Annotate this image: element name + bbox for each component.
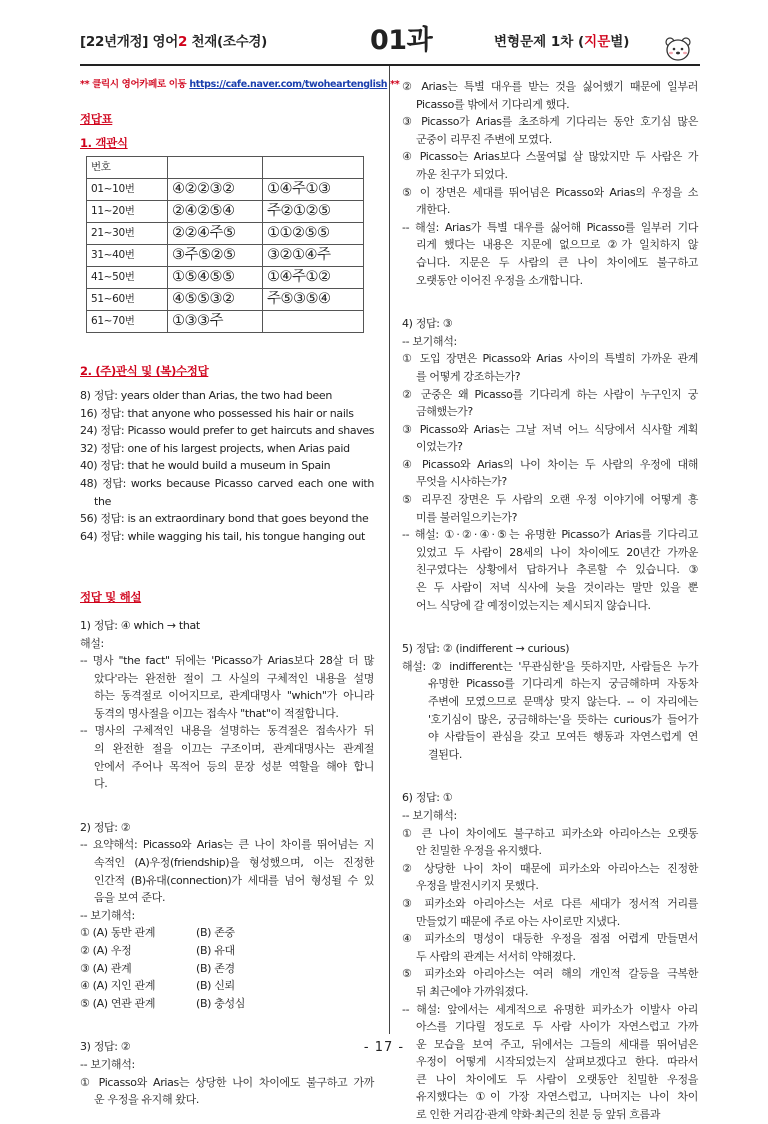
table-row <box>87 311 364 333</box>
row-range: 21~30번 <box>87 223 168 245</box>
row-range: 41~50번 <box>87 267 168 289</box>
row-answers-b: 주⑤③⑤④ <box>263 289 364 311</box>
text-line: 운 우정을 유지해 왔다. <box>94 1093 200 1107</box>
q1-explanation <box>80 617 374 793</box>
text-line: 친구였다는 상황에서 답하거나 추론할 수 있습니다. ③ <box>416 563 698 577</box>
page-header <box>80 16 696 56</box>
text-line: 6) 정답: ① <box>402 791 453 805</box>
text-line: 1) 정답: ④ which → that <box>80 618 200 632</box>
text-line: -- 보기해석: <box>402 334 457 348</box>
subjective-answer: 24) 정답: Picasso would prefer to get haircuts and shaves <box>80 424 375 438</box>
q5-explanation <box>402 640 698 763</box>
text-line: 결된다. <box>428 747 462 761</box>
table-row <box>87 267 364 289</box>
text-line: -- 명사 "the fact" 뒤에는 'Picasso가 Arias보다 28살 더 많 <box>80 654 374 668</box>
text-line: 야 사람들이 관심을 갖고 모여든 행동과 자연스럽게 연 <box>428 730 698 744</box>
row-answers-a: ②②④주⑤ <box>168 223 263 245</box>
row-range: 31~40번 <box>87 245 168 267</box>
text-line: ③ 피카소와 아리아스는 서로 다른 세대가 정서적 거리를 <box>402 896 698 910</box>
right-column <box>402 78 698 1124</box>
answer-table-heading: 정답표 <box>80 112 113 127</box>
row-answers-a: ④②②③② <box>168 179 263 201</box>
option-b: (B) 존경 <box>196 961 235 975</box>
text-line: 안 친밀한 우정을 유지했다. <box>416 844 542 858</box>
text-line: 두 사람의 관계는 서서히 약해졌다. <box>416 949 576 963</box>
text-line: ② 군중은 왜 Picasso를 기다리게 하는 사람이 누구인지 궁 <box>402 387 698 401</box>
text-line: 큰 나이 차이에도 두 사람이 오랫동안 친밀한 우정을 <box>416 1072 698 1086</box>
text-line: ② Arias는 특별 대우를 받는 것을 싫어했기 때문에 일부러 <box>402 80 698 93</box>
row-answers-b: ①④주①③ <box>263 179 364 201</box>
page-number: - 17 - <box>363 1040 405 1055</box>
text-line: 았다'라는 완전한 절이 그 사실의 구체적인 내용을 설명 <box>94 671 374 685</box>
text-line: -- 해설: Arias가 특별 대우를 싫어해 Picasso를 일부러 기다 <box>402 220 698 234</box>
text-line: 미를 불러일으키는가? <box>416 510 518 524</box>
q4-explanation <box>402 315 698 614</box>
option-a: ① (A) 동반 관계 <box>80 926 156 940</box>
subjective-heading: 2. (주)관식 및 (복)수정답 <box>80 364 209 379</box>
text-line: -- 해설: ①·②·④·⑤는 유명한 Picasso가 Arias를 기다리고 <box>402 528 698 542</box>
row-answers-b: ①①②⑤⑤ <box>263 223 364 245</box>
text-line: 리게 했다는 내용은 지문에 없으므로 ②가 일치하지 않 <box>416 238 698 252</box>
subjective-answers <box>80 387 374 545</box>
row-answers-b: ③②①④주 <box>263 245 364 267</box>
text-line: 유명한 Picasso를 기다리게 하는지 궁금해하며 자동차 <box>428 677 698 691</box>
text-line: 해설: <box>80 636 104 650</box>
text-line: -- 보기해석: <box>80 908 135 922</box>
explanation-heading: 정답 및 해설 <box>80 590 142 605</box>
text-line: -- 해설: 앞에서는 세계적으로 유명한 피카소가 이발사 아리 <box>402 1002 698 1016</box>
q2-options <box>80 924 374 1012</box>
subjective-answer: 32) 정답: one of his largest projects, when Arias paid <box>80 441 350 455</box>
row-answers-a: ①⑤④⑤⑤ <box>168 267 263 289</box>
option-row <box>80 995 374 1013</box>
text-line: 뒤 최근에야 가까워졌다. <box>416 984 529 998</box>
text-line: 금해했는가? <box>416 405 473 419</box>
option-a: ② (A) 우정 <box>80 944 132 957</box>
text-line: ④ Picasso는 Arias보다 스물여덟 살 많았지만 두 사람은 가 <box>402 150 698 164</box>
worksheet-type: 변형문제 1차 (지문별) <box>494 34 630 50</box>
row-range: 51~60번 <box>87 289 168 311</box>
text-line: 우정이 어떻게 시작되었는지 살펴보겠다고 한다. 따라서 <box>416 1055 698 1069</box>
option-row <box>80 977 374 995</box>
table-row <box>87 201 364 223</box>
q2-explanation <box>80 819 374 925</box>
table-header-row <box>87 157 364 179</box>
table-row <box>87 179 364 201</box>
option-a: ④ (A) 지인 관계 <box>80 979 156 993</box>
left-column <box>80 76 400 1109</box>
option-b: (B) 신뢰 <box>196 979 235 993</box>
text-line: 4) 정답: ③ <box>402 317 453 331</box>
text-line: -- 요약해석: Picasso와 Arias는 큰 나이 차이를 뛰어넘는 지 <box>80 838 374 852</box>
text-line: 이었는가? <box>416 440 463 454</box>
text-line: 2) 정답: ② <box>80 820 131 834</box>
objective-heading: 1. 객관식 <box>80 135 128 150</box>
subjective-answer: 16) 정답: that anyone who possessed his hair or nails <box>80 406 354 420</box>
text-line: ③ Picasso와 Arias는 그날 저녁 어느 식당에서 식사할 계획 <box>402 422 698 436</box>
text-line: 인간적 (B)유대(connection)가 세대를 넘어 형성될 수 있 <box>94 873 374 887</box>
cafe-link[interactable]: https://cafe.naver.com/twoheartenglish <box>189 79 388 90</box>
text-line: 운 모습을 보여 주고, 뒤에서는 그들의 세대를 뛰어넘은 <box>416 1037 698 1051</box>
text-line: 은 두 사람이 저녁 식사에 늦을 것이라는 말만 있을 뿐 <box>416 581 698 595</box>
text-line: 다. <box>94 777 108 791</box>
text-line: ④ 피카소의 명성이 대등한 우정을 점점 어렵게 만들면서 <box>402 932 698 946</box>
table-header-cell: 번호 <box>87 157 168 179</box>
option-b: (B) 충성심 <box>196 996 246 1010</box>
text-line: 3) 정답: ② <box>80 1040 131 1054</box>
text-line: 아스를 기다릴 정도로 두 사람 사이가 자연스럽고 가까 <box>416 1020 698 1034</box>
text-line: 의 완전한 절을 이끄는 구조이며, 관계대명사는 관계절 <box>94 742 374 756</box>
text-line: ④ Picasso와 Arias의 나이 차이는 두 사람의 우정에 대해 <box>402 457 698 471</box>
text-line: 만들었기 때문에 주로 아는 사이로만 지냈다. <box>416 914 620 928</box>
text-line: 습니다. 지문은 두 사람의 큰 나이 차이에도 불구하고 <box>416 255 698 269</box>
option-row <box>80 960 374 978</box>
header-divider <box>80 64 700 66</box>
text-line: Picasso를 밖에서 기다리게 했다. <box>416 97 570 111</box>
text-line: '호기심이 많은, 궁금해하는'을 뜻하는 curious가 들어가 <box>428 712 698 726</box>
text-line: ① 도입 장면은 Picasso와 Arias 사이의 특별히 가까운 관계 <box>402 352 698 366</box>
row-answers-a: ④⑤⑤③② <box>168 289 263 311</box>
option-b: (B) 존중 <box>196 926 235 940</box>
text-line: ① 큰 나이 차이에도 불구하고 피카소와 아리아스는 오랫동 <box>402 826 698 840</box>
text-line: 군중이 리무진 주변에 모였다. <box>416 132 552 146</box>
table-row <box>87 223 364 245</box>
row-range: 11~20번 <box>87 201 168 223</box>
option-b: (B) 유대 <box>196 944 235 957</box>
text-line: 유지했다는 ①이 가장 자연스럽고, 나머지는 나이 차이 <box>416 1090 698 1104</box>
text-line: 안에서 주어나 목적어 등의 문장 성분 역할을 해야 합니 <box>94 759 374 773</box>
option-row <box>80 924 374 942</box>
q6-explanation <box>402 789 698 1123</box>
text-line: 음을 보여 준다. <box>94 891 166 905</box>
text-line: 로 인한 거리감·관계 약화·최근의 친분 등 앞뒤 흐름과 <box>416 1108 661 1122</box>
subjective-answer: 64) 정답: while wagging his tail, his tongue hanging out <box>80 529 365 543</box>
text-line: -- 보기해석: <box>402 808 457 822</box>
subjective-answer: 48) 정답: works because Picasso carved each one with <box>80 476 374 490</box>
column-divider <box>389 66 390 1034</box>
cafe-link-line[interactable]: ** 클릭시 영어카페로 이동 https://cafe.naver.com/twoheartenglish ** <box>80 79 400 90</box>
text-line: 있었고 두 사람이 28세의 나이 차이에도 20년간 가까운 <box>416 545 698 559</box>
subjective-answer: 8) 정답: years older than Arias, the two had been <box>80 388 332 402</box>
text-line: 하는 동격절로 이어지므로, 관계대명사 "which"가 아니라 <box>94 689 374 703</box>
text-line: 오랫동안 이어진 우정을 소개합니다. <box>416 273 583 287</box>
answer-table <box>86 156 364 333</box>
row-answers-a: ③주⑤②⑤ <box>168 245 263 267</box>
q3-explanation-continued <box>402 78 698 289</box>
text-line: 까운 친구가 되었다. <box>416 167 508 181</box>
text-line: 어느 식당에 갈 예정이었는지는 제시되지 않습니다. <box>416 598 651 612</box>
text-line: ⑤ 피카소와 아리아스는 여러 해의 개인적 갈등을 극복한 <box>402 967 698 981</box>
text-line: 해설: ② indifferent는 '무관심한'을 뜻하지만, 사람들은 누가 <box>402 659 698 673</box>
text-line: 5) 정답: ② (indifferent → curious) <box>402 642 570 656</box>
text-line: ⑤ 이 장면은 세대를 뛰어넘은 Picasso와 Arias의 우정을 소 <box>402 185 698 199</box>
subjective-answer: the <box>94 494 112 508</box>
text-line: 우정을 발전시키지 못했다. <box>416 879 539 893</box>
row-answers-b: ①④주①② <box>263 267 364 289</box>
row-answers-b: 주②①②⑤ <box>263 201 364 223</box>
text-line: ③ Picasso가 Arias를 초조하게 기다리는 동안 호기심 많은 <box>402 115 698 129</box>
text-line: 주변에 모였으므로 문맥상 맞지 않는다. -- 이 자리에는 <box>428 695 698 708</box>
text-line: -- 보기해석: <box>80 1057 135 1071</box>
subjective-answer: 40) 정답: that he would build a museum in Spain <box>80 459 331 473</box>
option-a: ③ (A) 관계 <box>80 961 132 975</box>
table-row <box>87 289 364 311</box>
table-row <box>87 245 364 267</box>
row-answers-b <box>263 311 364 333</box>
text-line: ① Picasso와 Arias는 상당한 나이 차이에도 불구하고 가까 <box>80 1075 374 1089</box>
text-line: ② 상당한 나이 차이 때문에 피카소와 아리아스는 진정한 <box>402 861 698 875</box>
text-line: 속적인 (A)우정(friendship)을 형성했으며, 이는 진정한 <box>94 856 374 870</box>
row-range: 01~10번 <box>87 179 168 201</box>
text-line: ⑤ 리무진 장면은 두 사람의 오랜 우정 이야기에 어떻게 흥 <box>402 493 698 507</box>
text-line: 를 어떻게 강조하는가? <box>416 369 521 383</box>
text-line: -- 명사의 구체적인 내용을 설명하는 동격절은 접속사가 뒤 <box>80 724 374 738</box>
lesson-title: 01과 <box>370 25 433 56</box>
textbook-title: [22년개정] 영어2 천재(조수경) <box>80 34 267 50</box>
subjective-answer: 56) 정답: is an extraordinary bond that goes beyond the <box>80 512 369 526</box>
bear-mascot-icon <box>664 36 692 62</box>
text-line: 무엇을 시사하는가? <box>416 475 507 489</box>
option-a: ⑤ (A) 연관 관계 <box>80 996 156 1010</box>
row-answers-a: ②④②⑤④ <box>168 201 263 223</box>
option-row <box>80 942 374 960</box>
row-answers-a: ①③③주 <box>168 311 263 333</box>
text-line: 동격의 명사절을 이끄는 접속사 "that"이 적절합니다. <box>94 706 339 720</box>
row-range: 61~70번 <box>87 311 168 333</box>
text-line: 개한다. <box>416 203 450 217</box>
